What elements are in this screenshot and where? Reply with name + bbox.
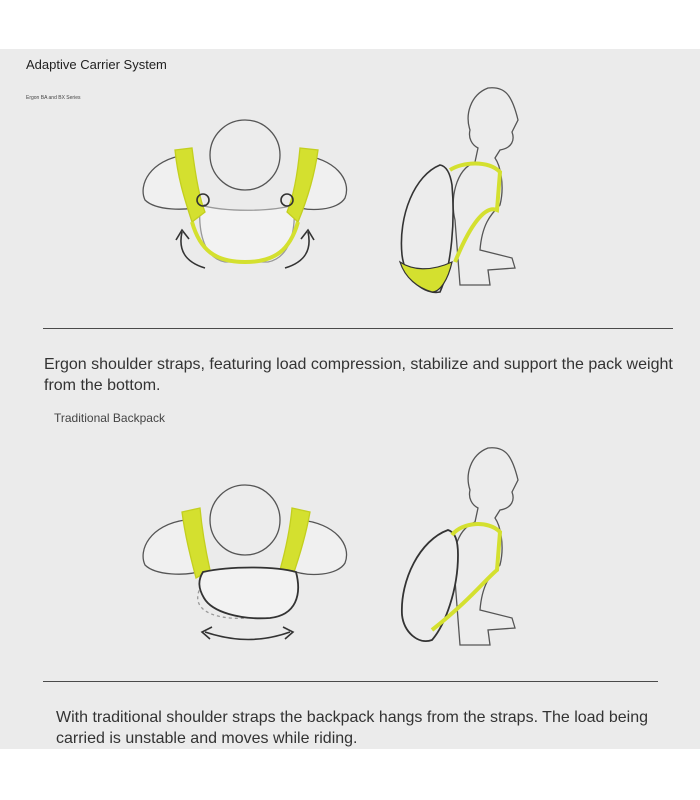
divider [43, 681, 658, 682]
ergon-arrow-right-head [301, 230, 314, 240]
traditional-arrow [205, 632, 290, 640]
ergon-arrow-left [181, 232, 205, 268]
traditional-caption: With traditional shoulder straps the backpack hangs from the straps. The load being carried is unstable and moves while riding. [56, 709, 649, 747]
ergon-person-side [453, 88, 518, 285]
page-title: Adaptive Carrier System [26, 57, 167, 72]
traditional-top-view-illustration [143, 485, 346, 640]
page-subtitle: Ergon BA and BX Series [26, 95, 81, 101]
traditional-backpack-label: Traditional Backpack [54, 411, 165, 425]
ergon-caption: Ergon shoulder straps, featuring load compression, stabilize and support the pack weight from the bottom. [44, 356, 673, 394]
ergon-top-view-illustration [143, 120, 346, 268]
ergon-head-top [210, 120, 280, 190]
traditional-pack-side [402, 530, 458, 641]
traditional-person-side [453, 448, 518, 645]
ergon-arrow-left-head [176, 230, 189, 240]
ergon-side-view-illustration [400, 88, 518, 293]
traditional-pack [199, 568, 298, 619]
traditional-side-view-illustration [402, 448, 518, 645]
divider [43, 328, 673, 329]
traditional-head-top [210, 485, 280, 555]
